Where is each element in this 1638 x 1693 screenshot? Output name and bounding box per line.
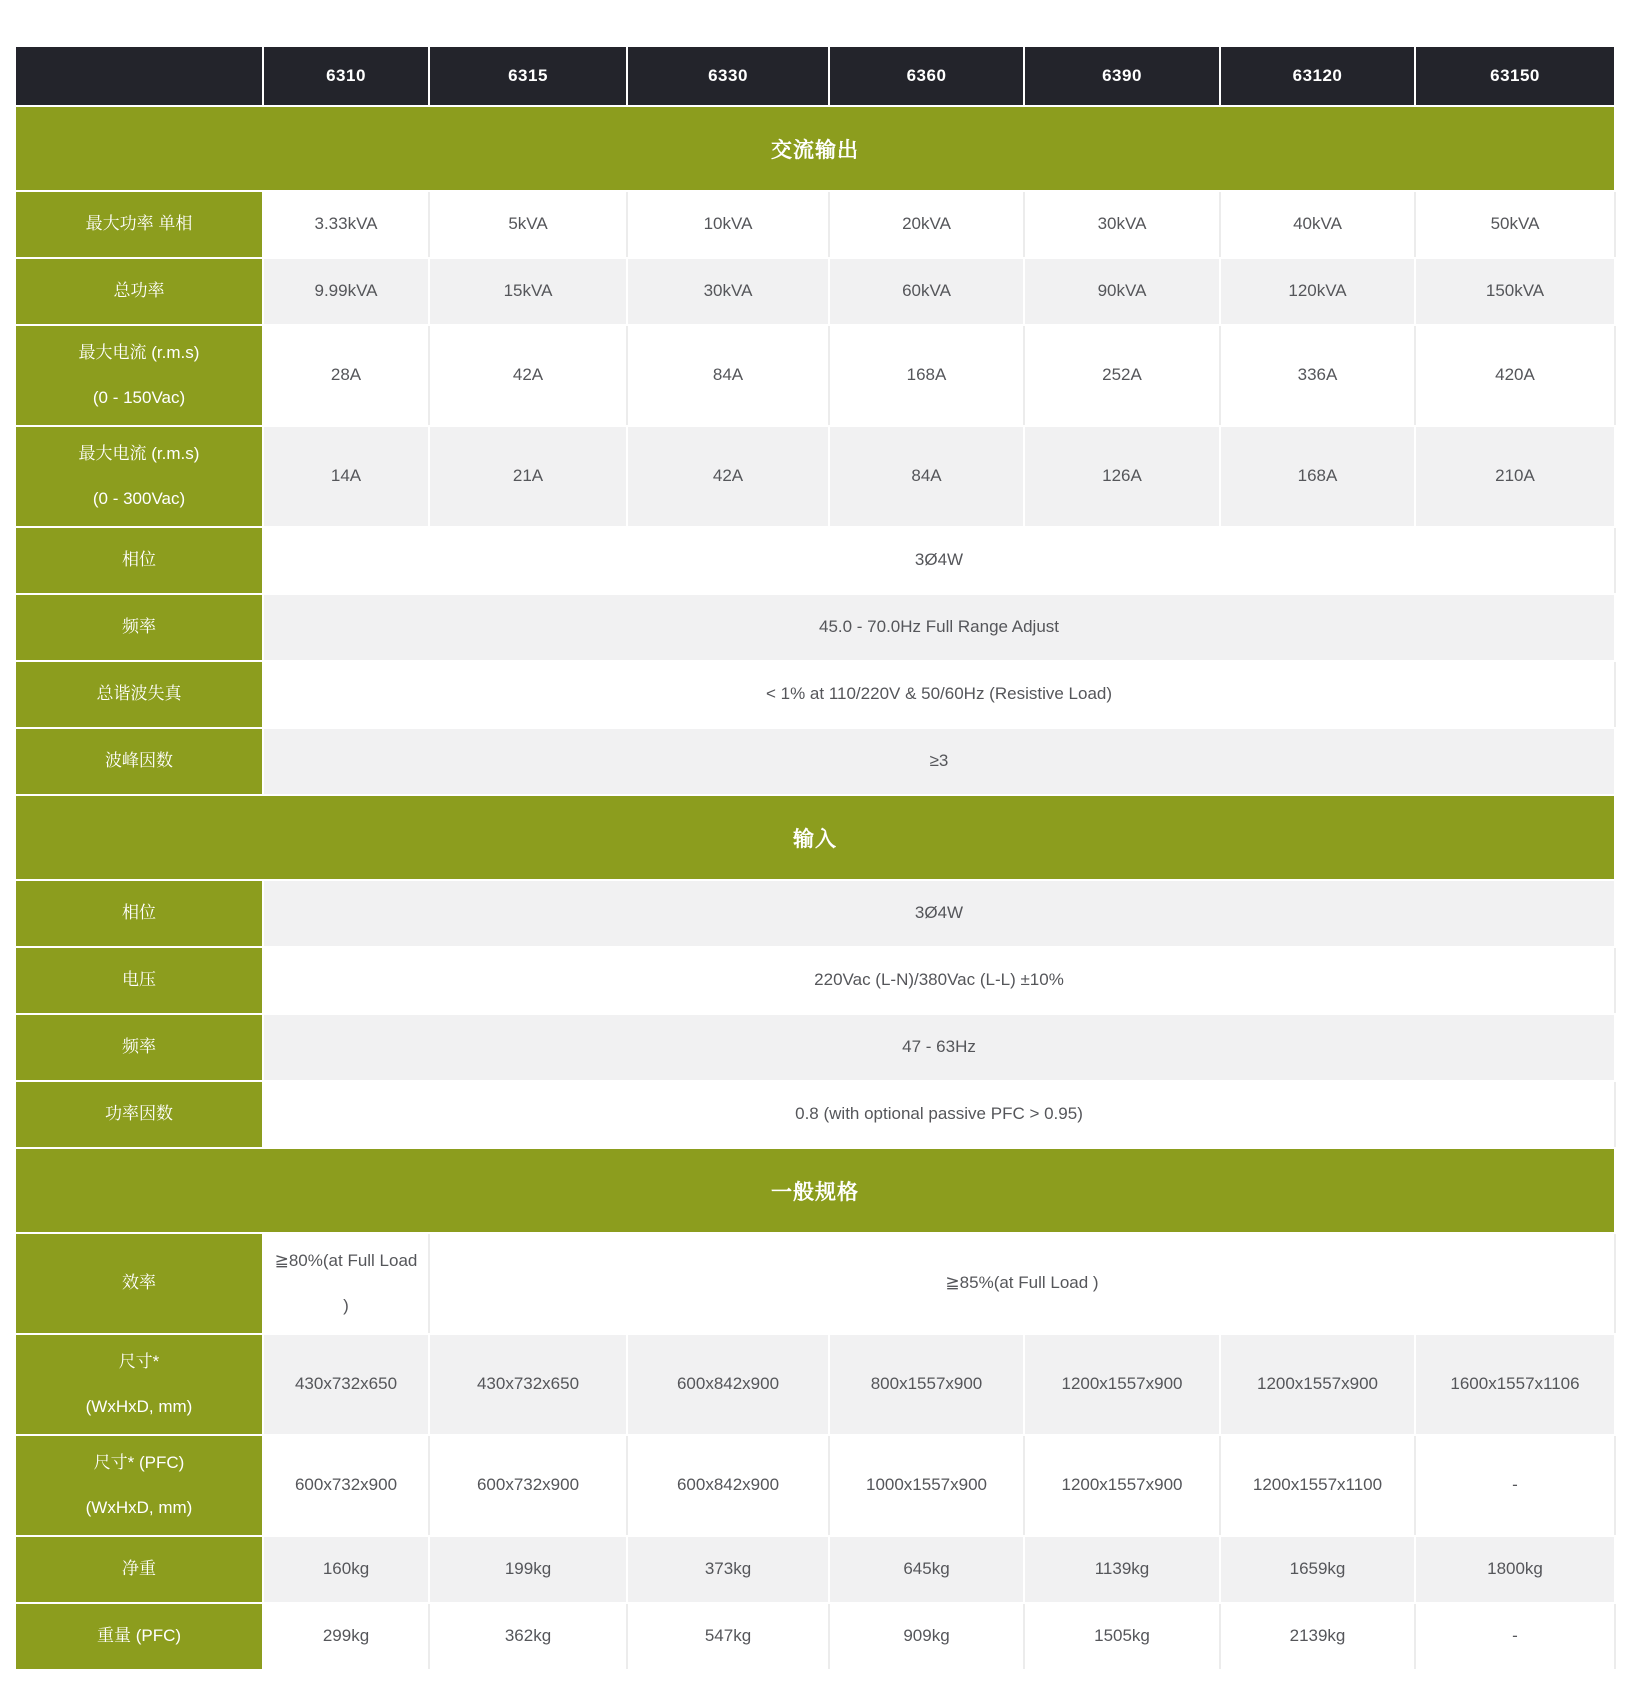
spec-value-cell: 600x842x900 [627, 1435, 829, 1536]
spec-value-cell: 30kVA [1024, 191, 1220, 258]
row-label-line1: 频率 [122, 617, 156, 637]
spec-value-cell: 60kVA [829, 258, 1024, 325]
table-row-weight-pfc [15, 1603, 1615, 1670]
spec-value-cell: 20kVA [829, 191, 1024, 258]
row-label-line1: 尺寸* [118, 1352, 160, 1372]
section-header-ac-output [15, 106, 1615, 191]
section-title: 一般规格 [15, 1148, 1615, 1233]
spec-value-cell: 645kg [829, 1536, 1024, 1603]
row-label-line1: 净重 [122, 1559, 156, 1579]
row-label [15, 1603, 263, 1670]
spec-value-cell: 299kg [263, 1603, 429, 1670]
spec-value-cell: 547kg [627, 1603, 829, 1670]
spec-value-cell: 373kg [627, 1536, 829, 1603]
corner-cell [15, 46, 263, 106]
table-row-power-factor [15, 1081, 1615, 1148]
spec-merged-cell: 47 - 63Hz [263, 1014, 1615, 1081]
spec-value-cell: 42A [627, 426, 829, 527]
row-label-line1: 相位 [122, 903, 156, 923]
spec-value-cell: 84A [829, 426, 1024, 527]
table-row-max-current-150vac [15, 325, 1615, 426]
row-label-line1: 效率 [122, 1273, 156, 1293]
spec-value-cell: 1505kg [1024, 1603, 1220, 1670]
spec-value-cell: 210A [1415, 426, 1615, 527]
spec-value-cell: 10kVA [627, 191, 829, 258]
spec-value-cell: 909kg [829, 1603, 1024, 1670]
spec-merged-cell: < 1% at 110/220V & 50/60Hz (Resistive Load) [263, 661, 1615, 728]
row-label [15, 947, 263, 1014]
spec-value-cell: 9.99kVA [263, 258, 429, 325]
spec-value-cell: 15kVA [429, 258, 627, 325]
spec-value-cell: 199kg [429, 1536, 627, 1603]
spec-value-cell: 420A [1415, 325, 1615, 426]
spec-value-cell: 362kg [429, 1603, 627, 1670]
model-header-63120: 63120 [1220, 46, 1415, 106]
row-label [15, 728, 263, 795]
row-label-line1: 功率因数 [105, 1104, 173, 1124]
section-header-input [15, 795, 1615, 880]
spec-merged-cell: 0.8 (with optional passive PFC > 0.95) [263, 1081, 1615, 1148]
row-label [15, 426, 263, 527]
spec-value-cell: 1200x1557x900 [1220, 1334, 1415, 1435]
spec-value-cell: 42A [429, 325, 627, 426]
row-label [15, 527, 263, 594]
row-label-line2: (0 - 300Vac) [92, 488, 186, 508]
spec-value-cell: - [1415, 1603, 1615, 1670]
spec-merged-cell: 3Ø4W [263, 880, 1615, 947]
table-row-input-phase [15, 880, 1615, 947]
row-label [15, 594, 263, 661]
row-label [15, 880, 263, 947]
table-row-thd [15, 661, 1615, 728]
table-row-efficiency [15, 1233, 1615, 1334]
model-header-63150: 63150 [1415, 46, 1615, 106]
row-label [15, 1233, 263, 1334]
table-row-input-voltage [15, 947, 1615, 1014]
table-row-ac-frequency [15, 594, 1615, 661]
spec-value-cell: 90kVA [1024, 258, 1220, 325]
row-label [15, 325, 263, 426]
spec-value-cell: 430x732x650 [263, 1334, 429, 1435]
product-spec-table [14, 45, 1616, 1671]
section-title: 输入 [15, 795, 1615, 880]
spec-value-cell: 1800kg [1415, 1536, 1615, 1603]
spec-value-cell: 150kVA [1415, 258, 1615, 325]
section-title: 交流输出 [15, 106, 1615, 191]
row-label [15, 258, 263, 325]
model-header-6360: 6360 [829, 46, 1024, 106]
table-row-dimension-pfc [15, 1435, 1615, 1536]
row-label-line1: 最大电流 (r.m.s) [78, 444, 200, 464]
spec-value-cell: 120kVA [1220, 258, 1415, 325]
spec-value-cell: 1200x1557x900 [1024, 1435, 1220, 1536]
model-header-6330: 6330 [627, 46, 829, 106]
spec-value-cell: 1139kg [1024, 1536, 1220, 1603]
row-label-line1: 总谐波失真 [96, 684, 182, 704]
spec-value-cell: 2139kg [1220, 1603, 1415, 1670]
row-label-line1: 总功率 [113, 281, 165, 301]
spec-value-cell: 336A [1220, 325, 1415, 426]
model-header-6390: 6390 [1024, 46, 1220, 106]
spec-value-cell: 30kVA [627, 258, 829, 325]
model-header-6315: 6315 [429, 46, 627, 106]
table-row-ac-phase [15, 527, 1615, 594]
spec-value-cell: 126A [1024, 426, 1220, 527]
spec-value-cell: 5kVA [429, 191, 627, 258]
row-label-line1: 频率 [122, 1037, 156, 1057]
spec-value-cell: 3.33kVA [263, 191, 429, 258]
spec-value-cell: 168A [1220, 426, 1415, 527]
table-row-dimension [15, 1334, 1615, 1435]
spec-value-cell: 600x732x900 [263, 1435, 429, 1536]
row-label [15, 661, 263, 728]
row-label [15, 1014, 263, 1081]
spec-value-cell: 430x732x650 [429, 1334, 627, 1435]
spec-value-cell: 600x732x900 [429, 1435, 627, 1536]
table-row-max-power-single-phase [15, 191, 1615, 258]
spec-value-cell: 1600x1557x1106 [1415, 1334, 1615, 1435]
spec-merged-cell: 3Ø4W [263, 527, 1615, 594]
table-row-net-weight [15, 1536, 1615, 1603]
row-label-line1: 尺寸* (PFC) [93, 1453, 185, 1473]
spec-merged-cell: ≧85%(at Full Load ) [429, 1233, 1615, 1334]
row-label-line1: 重量 (PFC) [96, 1626, 182, 1646]
spec-value-cell: 40kVA [1220, 191, 1415, 258]
spec-value-cell: 1200x1557x1100 [1220, 1435, 1415, 1536]
spec-value-cell: 800x1557x900 [829, 1334, 1024, 1435]
row-label [15, 1334, 263, 1435]
spec-value-cell: 1659kg [1220, 1536, 1415, 1603]
spec-value-cell: 14A [263, 426, 429, 527]
spec-value-cell: 1000x1557x900 [829, 1435, 1024, 1536]
table-row-max-current-300vac [15, 426, 1615, 527]
spec-merged-cell: 220Vac (L-N)/380Vac (L-L) ±10% [263, 947, 1615, 1014]
spec-value-cell: ≧80%(at Full Load ) [263, 1233, 429, 1334]
row-label-line1: 最大电流 (r.m.s) [78, 343, 200, 363]
spec-value-cell: 1200x1557x900 [1024, 1334, 1220, 1435]
row-label-line1: 电压 [122, 970, 156, 990]
spec-value-cell: 168A [829, 325, 1024, 426]
row-label-line2: (WxHxD, mm) [85, 1396, 193, 1416]
row-label [15, 1435, 263, 1536]
table-row-input-frequency [15, 1014, 1615, 1081]
model-header-6310: 6310 [263, 46, 429, 106]
spec-value-cell: - [1415, 1435, 1615, 1536]
spec-value-cell: 21A [429, 426, 627, 527]
model-header-row [15, 46, 1615, 106]
spec-value-cell: 28A [263, 325, 429, 426]
row-label-line1: 波峰因数 [105, 751, 173, 771]
spec-value-cell: 50kVA [1415, 191, 1615, 258]
row-label [15, 1081, 263, 1148]
section-header-general-spec [15, 1148, 1615, 1233]
table-row-crest-factor [15, 728, 1615, 795]
spec-value-cell: 252A [1024, 325, 1220, 426]
spec-value-cell: 600x842x900 [627, 1334, 829, 1435]
row-label [15, 1536, 263, 1603]
table-row-total-power [15, 258, 1615, 325]
row-label-line2: (WxHxD, mm) [85, 1497, 193, 1517]
spec-value-cell: 160kg [263, 1536, 429, 1603]
spec-merged-cell: ≥3 [263, 728, 1615, 795]
row-label-line1: 最大功率 单相 [85, 214, 193, 234]
spec-value-cell: 84A [627, 325, 829, 426]
row-label-line2: (0 - 150Vac) [92, 387, 186, 407]
spec-merged-cell: 45.0 - 70.0Hz Full Range Adjust [263, 594, 1615, 661]
row-label [15, 191, 263, 258]
row-label-line1: 相位 [122, 550, 156, 570]
